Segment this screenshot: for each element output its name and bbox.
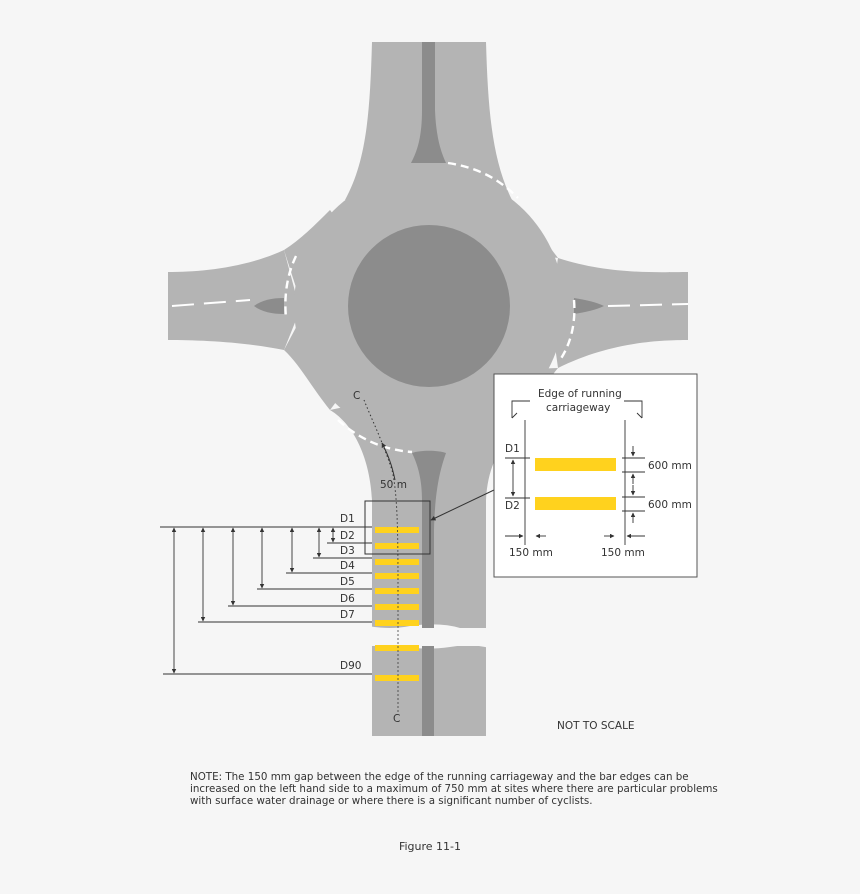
yellow-bar <box>375 620 419 626</box>
centreline-symbol-top: C <box>353 390 361 402</box>
inset-bar-top <box>535 458 616 471</box>
inset-detail <box>494 374 697 577</box>
not-to-scale-label: NOT TO SCALE <box>557 720 635 732</box>
yellow-bar <box>375 543 419 549</box>
inset-gap-left: 150 mm <box>509 547 553 559</box>
yellow-bar <box>375 573 419 579</box>
yellow-bar <box>375 588 419 594</box>
inset-title-line1: Edge of running <box>538 388 622 400</box>
centreline-symbol-bottom: C <box>393 713 401 725</box>
inset-label-d1: D1 <box>505 443 520 455</box>
yellow-bar <box>375 604 419 610</box>
figure-caption: Figure 11-1 <box>398 840 462 853</box>
east-arm <box>550 258 688 368</box>
label-d3: D3 <box>340 545 355 557</box>
label-d6: D6 <box>340 593 355 605</box>
note-text: NOTE: The 150 mm gap between the edge of the running carriageway and the bar edges can be increased on the left hand side to a maximum of 750 mm at sites where there are particular problems with surface water drainage or where there is a significant number of cyclists. <box>190 771 718 807</box>
label-d4: D4 <box>340 560 355 572</box>
inset-bar-bottom <box>535 497 616 510</box>
label-d7: D7 <box>340 609 355 621</box>
central-island <box>348 225 510 387</box>
south-central-reserve <box>422 646 434 736</box>
inset-bar-width-bottom: 600 mm <box>648 499 692 511</box>
inset-label-d2: D2 <box>505 500 520 512</box>
yellow-bar <box>375 559 419 565</box>
yellow-bar <box>375 527 419 533</box>
label-d1: D1 <box>340 513 355 525</box>
label-d5: D5 <box>340 576 355 588</box>
inset-title-line2: carriageway <box>546 402 611 414</box>
label-d90: D90 <box>340 660 362 672</box>
inset-gap-right: 150 mm <box>601 547 645 559</box>
label-d2: D2 <box>340 530 355 542</box>
yellow-bar <box>375 645 419 651</box>
inset-bar-width-top: 600 mm <box>648 460 692 472</box>
fifty-metre-label: 50 m <box>380 479 407 491</box>
yellow-bar <box>375 675 419 681</box>
